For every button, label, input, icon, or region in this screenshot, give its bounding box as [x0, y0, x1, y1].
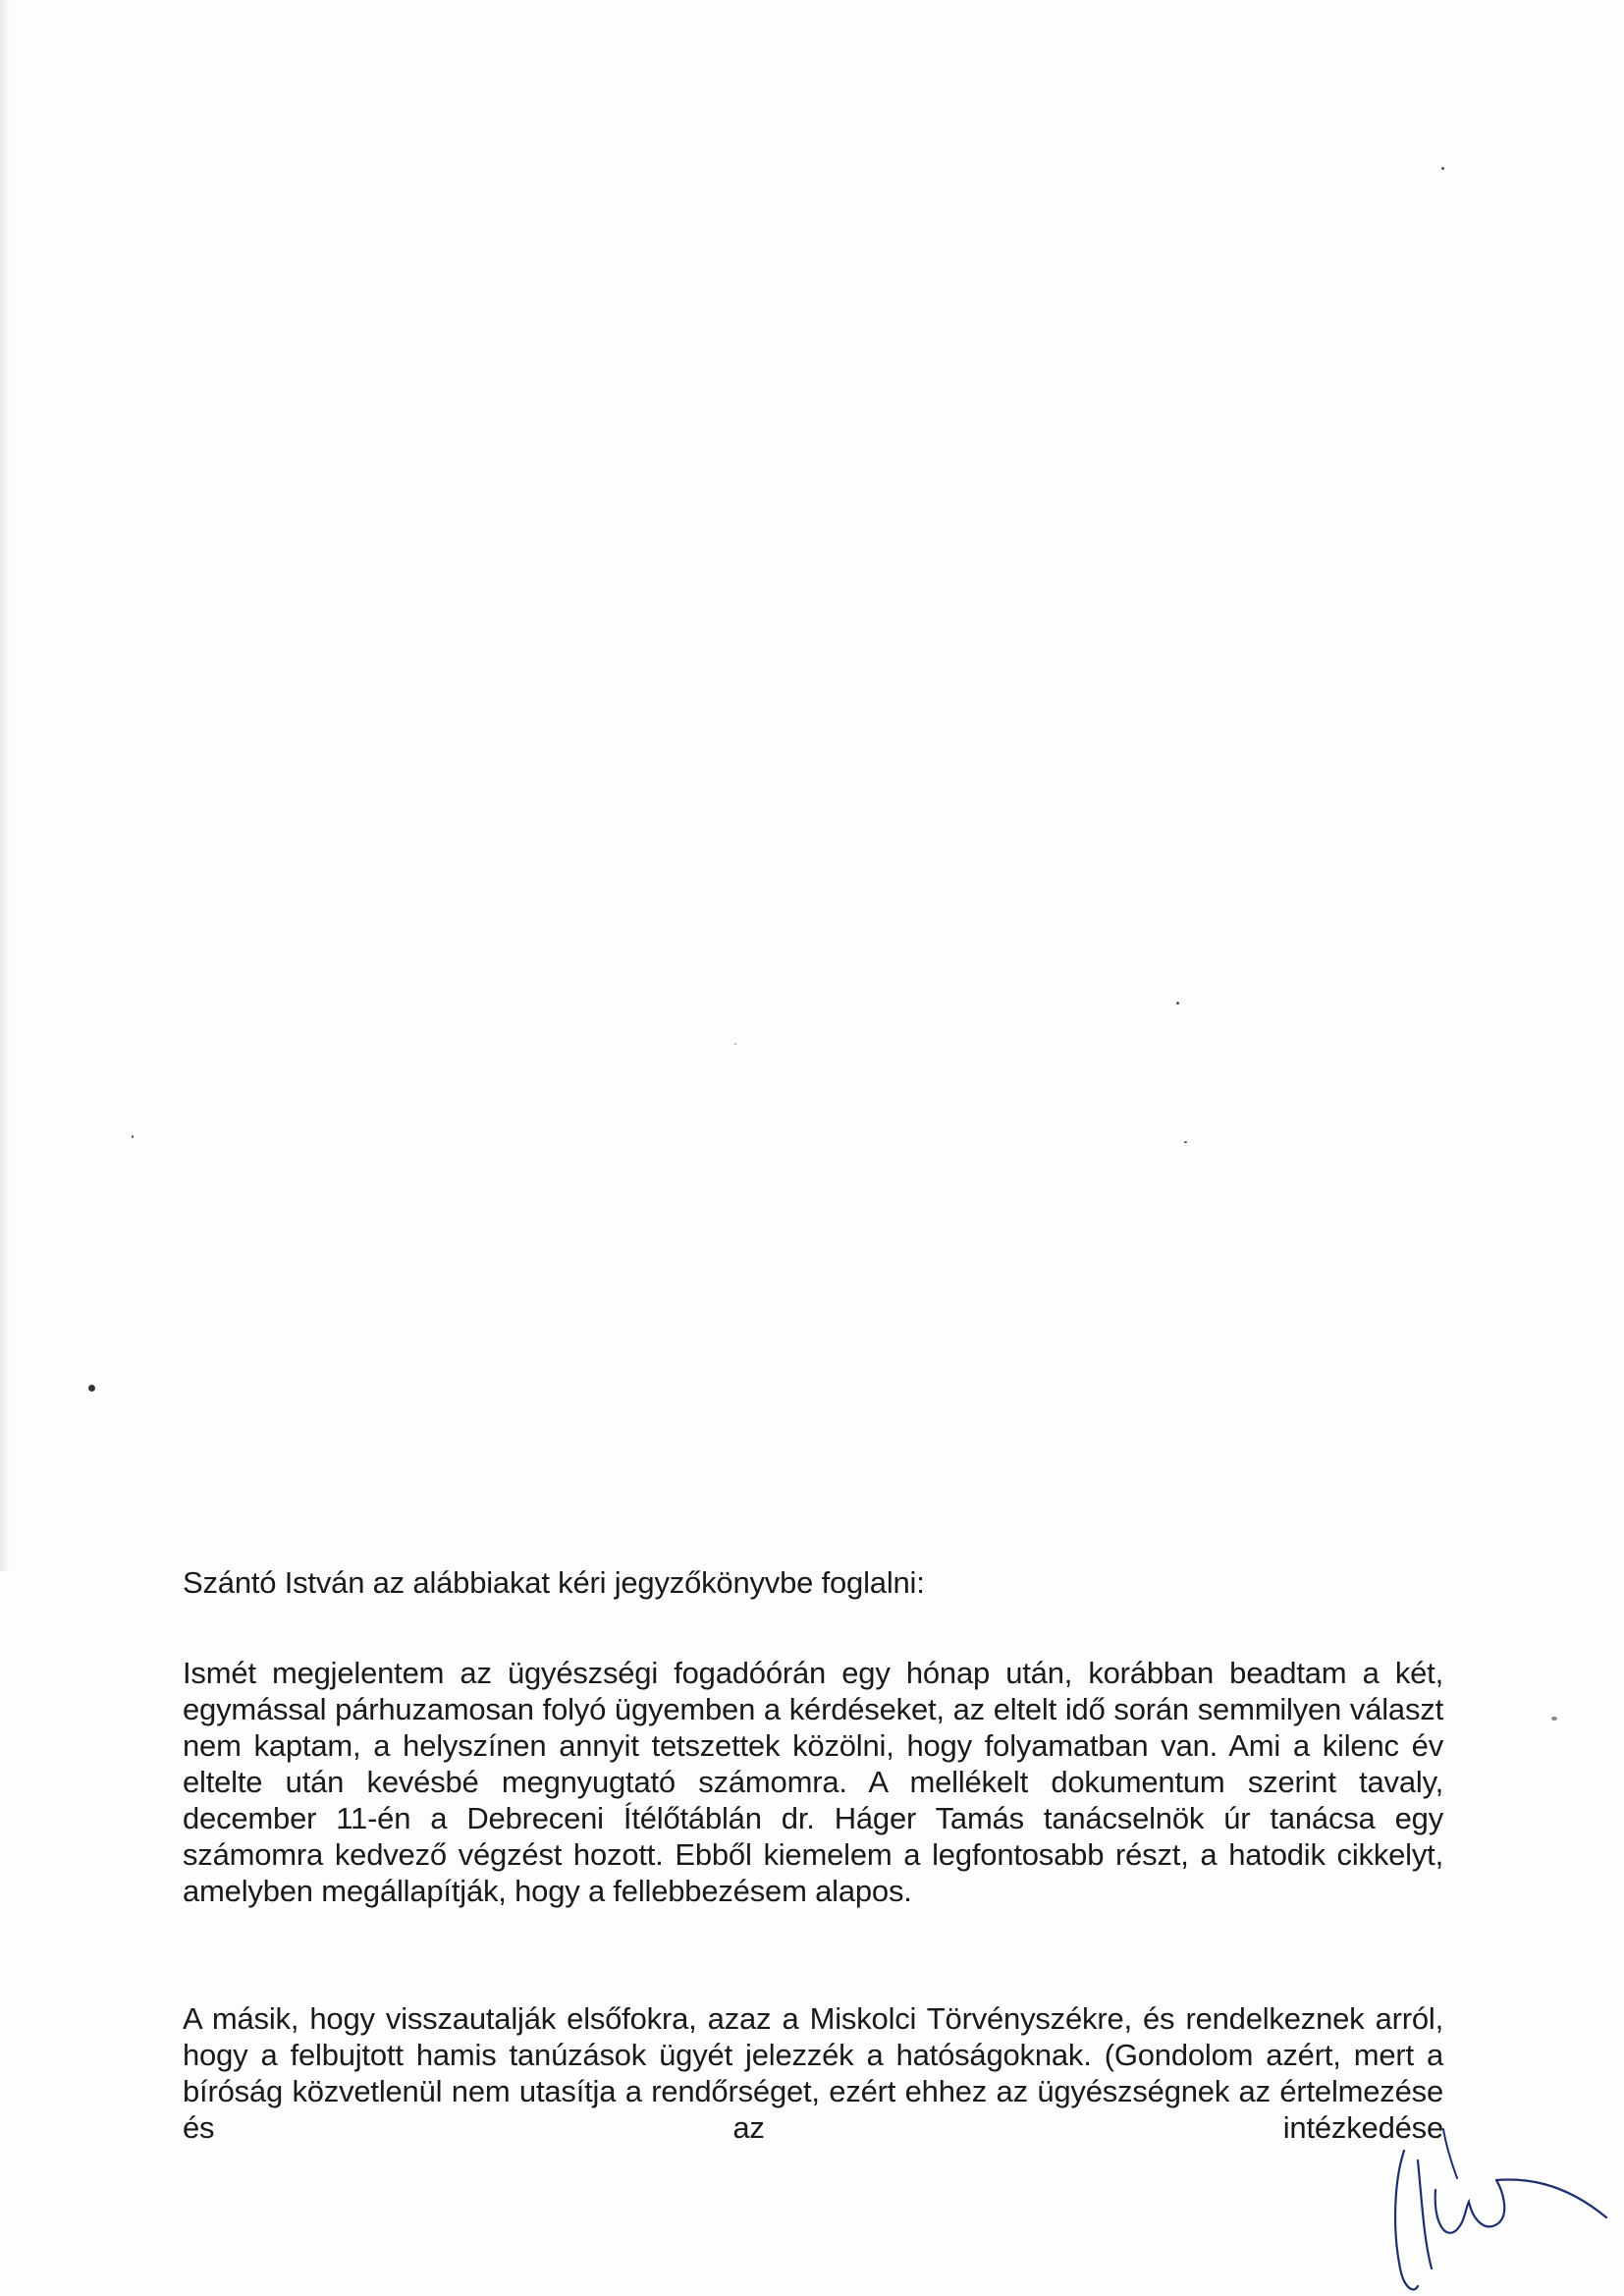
scan-speck [1184, 1141, 1187, 1143]
scan-speck [88, 1385, 95, 1392]
scan-speck [1441, 167, 1444, 170]
paragraph-2: A másik, hogy visszautalják elsőfokra, azaz a Miskolci Törvényszékre, és rendelkeznek arról, hogy a felbujtott hamis tanúzások ügyét jelezzék a hatóságoknak. (Gondolom azért, mert a bíróság közvetlenül nem utasítja a rendőrséget, ezért ehhez az ügyészségnek az értelmezése és az intézkedése [183, 2001, 1443, 2145]
scan-speck [734, 1043, 736, 1045]
scan-shadow-edge [0, 0, 10, 1571]
scan-speck [1176, 1002, 1179, 1005]
scan-speck [132, 1135, 134, 1138]
scan-speck [1551, 1717, 1557, 1721]
intro-line: Szántó István az alábbiakat kéri jegyzőkönyvbe foglalni: [183, 1565, 925, 1600]
paragraph-1: Ismét megjelentem az ügyészségi fogadóórán egy hónap után, korábban beadtam a két, egymással párhuzamosan folyó ügyemben a kérdéseket, az eltelt idő során semmilyen választ nem kaptam, a helyszínen annyit tetszettek közölni, hogy folyamatban van. Ami a kilenc év eltelte után kevésbé megnyugtató számomra. A mellékelt dokumentum szerint tavaly, december 11-én a Debreceni Ítélőtáblán dr. Háger Tamás tanácselnök úr tanácsa egy számomra kedvező végzést hozott. Ebből kiemelem a legfontosabb részt, a hatodik cikkelyt, amelyben megállapítják, hogy a fellebbezésem alapos. [183, 1656, 1443, 1908]
handwritten-signature-icon [1375, 2121, 1610, 2296]
